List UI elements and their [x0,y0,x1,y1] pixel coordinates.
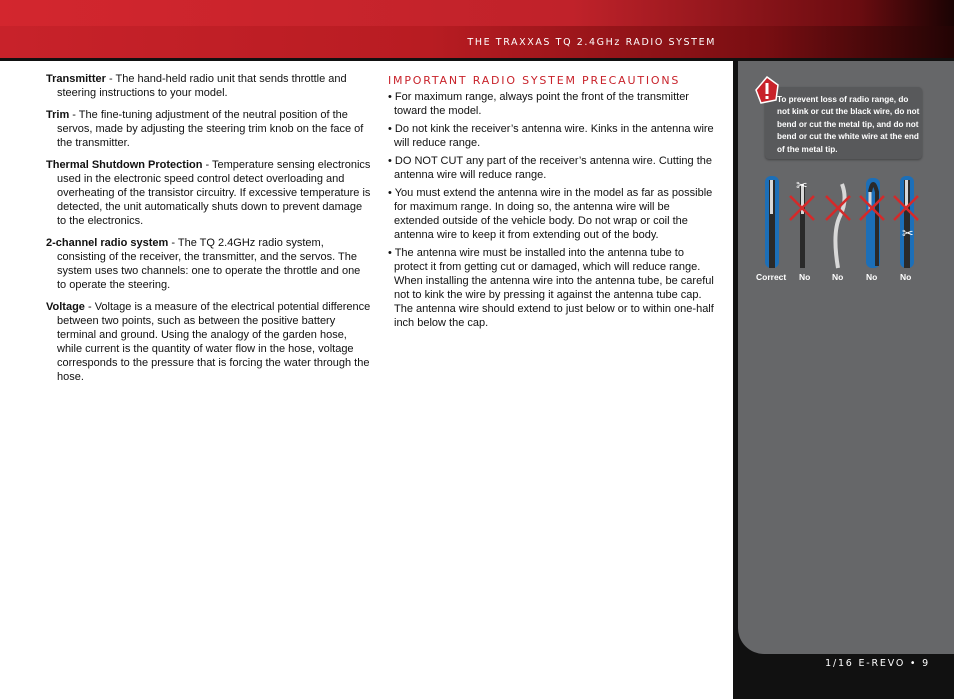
scissors-icon: ✂ [796,178,808,194]
definition-term: Voltage [46,301,85,313]
precautions-title: IMPORTANT RADIO SYSTEM PRECAUTIONS [388,74,681,87]
antenna-no-loop [866,178,880,268]
definition-item [46,236,371,292]
x-marks [790,196,918,220]
antenna-no-tube-cut [900,176,914,268]
warning-text: To prevent loss of radio range, do not kink or cut the black wire, do not bend or cut the metal tip, and do not bend or cut the white wire at the end of the metal tip. [777,95,920,154]
label-no: No [799,272,811,282]
antenna-correct [765,176,779,268]
precaution-item: • DO NOT CUT any part of the receiver’s antenna wire. Cutting the antenna wire will reduce range. [388,155,713,181]
precaution-item: • You must extend the antenna wire in the model as far as possible for maximum range. In doing so, the antenna wire will be extended outside of the vehicle body. Do not wrap or coil the antenna wire to keep it from extending out of the body. [388,187,713,241]
definition-term: Trim [46,109,70,121]
page-footer: 1/16 E-REVO • 9 [825,658,930,669]
header-top-band [0,0,954,26]
definition-term: Transmitter [46,73,106,85]
definition-text: - The hand-held radio unit that sends throttle and steering instructions to your model. [57,73,347,99]
precaution-item: • Do not kink the receiver’s antenna wire. Kinks in the antenna wire will reduce range. [388,123,714,149]
header-title: THE TRAXXAS TQ 2.4GHz RADIO SYSTEM [467,37,716,48]
antenna-diagram [756,170,931,270]
definition-item [46,300,371,384]
label-no: No [866,272,878,282]
antenna-no-cut [796,178,808,268]
label-no: No [832,272,844,282]
definition-text: - The fine-tuning adjustment of the neutral position of the servos, made by adjusting the steering trim knob on the face of the transmitter. [57,109,364,149]
definition-item [46,108,371,150]
definition-text: - Voltage is a measure of the electrical potential difference between two points, such as between the positive battery terminal and ground. Using the analogy of the garden hose, while current is the quantity of water flow in the hose, voltage corresponds to the pressure that is forcing the water through the hose. [57,301,371,383]
precautions-column [388,74,718,334]
label-no: No [900,272,912,282]
precaution-item: • The antenna wire must be installed into the antenna tube to protect it from getting cut or damaged, which will reduce range. When installing the antenna wire into the antenna tube, be careful not to kink the wire by pressing it against the antenna tube cap. The antenna wire should extend to just below or to within one-half inch below the cap. [388,247,714,329]
definition-item [46,158,371,228]
antenna-no-bent [835,184,844,268]
precaution-item: • For maximum range, always point the front of the transmitter toward the model. [388,91,689,117]
scissors-icon: ✂ [902,226,914,242]
definitions-column [46,72,371,392]
label-correct: Correct [756,272,787,282]
definition-term: Thermal Shutdown Protection [46,159,203,171]
warning-icon [755,76,779,104]
definition-term: 2-channel radio system [46,237,169,249]
definition-text: - The TQ 2.4GHz radio system, consisting of the receiver, the transmitter, and the servos. The system uses two channels: one to operate the throttle and one to operate the steering. [57,237,361,291]
definition-item [46,72,371,100]
definition-text: - Temperature sensing electronics used in the electronic speed control detect overloading and overheating of the transistor circuitry. If excessive temperature is detected, the unit automatically shuts down to prevent damage to the electronics. [57,159,371,227]
